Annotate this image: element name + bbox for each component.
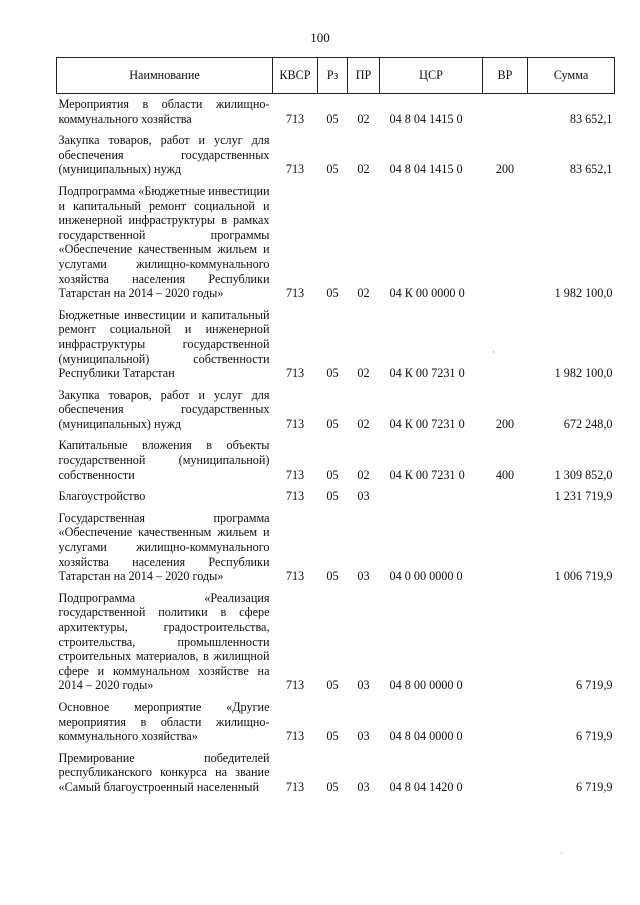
header-csr: ЦСР [380, 58, 483, 94]
cell-vr [483, 181, 528, 305]
cell-rz: 05 [326, 366, 339, 381]
cell-pr: 03 [357, 489, 370, 504]
table-row [57, 435, 615, 486]
cell-name: Бюджетные инвестиции и капитальный ремонт социальной и инженерной инфраструктуры государственной (муниципальной) собственности Республики Татарстан [58, 307, 270, 381]
header-kvsr: КВСР [273, 58, 318, 94]
cell-vr [483, 486, 528, 508]
page-number: 100 [310, 30, 330, 45]
header-name: Наимнование [57, 58, 273, 94]
cell-vr [483, 508, 528, 588]
cell-pr: 03 [357, 678, 370, 693]
cell-sum: 6 719,9 [575, 678, 613, 693]
table-body [57, 94, 615, 799]
scan-speck: · [560, 848, 563, 858]
cell-vr: 400 [495, 467, 515, 482]
cell-csr: 04 К 00 7231 0 [389, 416, 465, 431]
cell-rz: 05 [326, 729, 339, 744]
cell-pr: 02 [357, 286, 370, 301]
cell-name: Закупка товаров, работ и услуг для обеспечения государственных (муниципальных) нужд [58, 387, 270, 431]
cell-name: Закупка товаров, работ и услуг для обеспечения государственных (муниципальных) нужд [58, 133, 270, 177]
cell-rz: 05 [326, 489, 339, 504]
cell-vr: 200 [495, 416, 515, 431]
scan-speck: · [492, 347, 495, 357]
cell-name: Подпрограмма «Бюджетные инвестиции и капитальный ремонт социальной и инженерной инфраструктуры в рамках государственной программы «Обеспечение качественным жильем и услугами жилищно-коммунального хозяйства населения Республики Татарстан на 2014 – 2020 годы» [58, 183, 270, 301]
cell-name: Благоустройство [58, 489, 146, 504]
table-header [57, 58, 615, 94]
table-row [57, 130, 615, 181]
table-row [57, 588, 615, 697]
header-vr: ВР [483, 58, 528, 94]
cell-pr: 02 [357, 416, 370, 431]
cell-sum: 672 248,0 [563, 416, 613, 431]
table-row [57, 385, 615, 436]
cell-vr [483, 697, 528, 748]
cell-kvsr: 713 [285, 162, 305, 177]
cell-csr: 04 К 00 7231 0 [389, 467, 465, 482]
cell-rz: 05 [326, 286, 339, 301]
cell-rz: 05 [326, 678, 339, 693]
cell-kvsr: 713 [285, 111, 305, 126]
cell-sum: 1 982 100,0 [554, 366, 613, 381]
cell-rz: 05 [326, 416, 339, 431]
cell-pr: 03 [357, 779, 370, 794]
cell-csr: 04 8 04 1420 0 [389, 779, 463, 794]
cell-kvsr: 713 [285, 729, 305, 744]
cell-vr [483, 748, 528, 799]
table-row [57, 486, 615, 508]
cell-rz: 05 [326, 779, 339, 794]
cell-vr [483, 588, 528, 697]
cell-csr: 04 0 00 0000 0 [389, 569, 463, 584]
cell-rz: 05 [326, 162, 339, 177]
cell-rz: 05 [326, 111, 339, 126]
cell-sum: 1 006 719,9 [554, 569, 613, 584]
table-row [57, 305, 615, 385]
cell-name: Подпрограмма «Реализация государственной политики в сфере архитектуры, градостроительства, строительства, промышленности строительных материалов, в жилищной сфере и коммунальном хозяйстве на 2014 – 2020 годы» [58, 590, 270, 693]
cell-pr: 03 [357, 569, 370, 584]
table-row [57, 697, 615, 748]
cell-sum: 6 719,9 [575, 729, 613, 744]
cell-kvsr: 713 [285, 416, 305, 431]
budget-table [56, 57, 615, 799]
cell-csr: 04 8 04 0000 0 [389, 729, 463, 744]
cell-csr: 04 К 00 0000 0 [389, 286, 465, 301]
cell-sum: 1 231 719,9 [554, 489, 613, 504]
cell-kvsr: 713 [285, 467, 305, 482]
cell-csr [380, 486, 483, 508]
cell-sum: 1 309 852,0 [554, 467, 613, 482]
cell-pr: 03 [357, 729, 370, 744]
cell-kvsr: 713 [285, 286, 305, 301]
cell-name: Основное мероприятие «Другие мероприятия в области жилищно-коммунального хозяйства» [58, 699, 270, 744]
cell-rz: 05 [326, 569, 339, 584]
cell-sum: 6 719,9 [575, 779, 613, 794]
cell-name: Государственная программа «Обеспечение качественным жильем и услугами жилищно-коммунального хозяйства населения Республики Татарстан на 2014 – 2020 годы» [58, 510, 270, 584]
table-row [57, 181, 615, 305]
cell-csr: 04 8 04 1415 0 [389, 111, 463, 126]
table-row [57, 508, 615, 588]
header-sum: Сумма [528, 58, 615, 94]
cell-csr: 04 К 00 7231 0 [389, 366, 465, 381]
cell-kvsr: 713 [285, 366, 305, 381]
cell-sum: 83 652,1 [569, 162, 613, 177]
cell-sum: 83 652,1 [569, 111, 613, 126]
header-rz: Рз [318, 58, 348, 94]
cell-name: Капитальные вложения в объекты государственной (муниципальной) собственности [58, 438, 270, 482]
cell-sum: 1 982 100,0 [554, 286, 613, 301]
cell-vr [483, 94, 528, 131]
cell-rz: 05 [326, 467, 339, 482]
cell-csr: 04 8 00 0000 0 [389, 678, 463, 693]
cell-vr: 200 [495, 162, 515, 177]
cell-kvsr: 713 [285, 678, 305, 693]
cell-pr: 02 [357, 467, 370, 482]
cell-csr: 04 8 04 1415 0 [389, 162, 463, 177]
header-pr: ПР [348, 58, 380, 94]
cell-kvsr: 713 [285, 569, 305, 584]
cell-kvsr: 713 [285, 489, 305, 504]
table-row [57, 94, 615, 131]
cell-pr: 02 [357, 111, 370, 126]
cell-kvsr: 713 [285, 779, 305, 794]
table-row [57, 748, 615, 799]
cell-name: Премирование победителей республиканского конкурса на звание «Самый благоустроенный населенный [58, 750, 270, 794]
cell-vr [483, 305, 528, 385]
cell-pr: 02 [357, 366, 370, 381]
cell-name: Мероприятия в области жилищно-коммунального хозяйства [58, 97, 270, 126]
cell-pr: 02 [357, 162, 370, 177]
